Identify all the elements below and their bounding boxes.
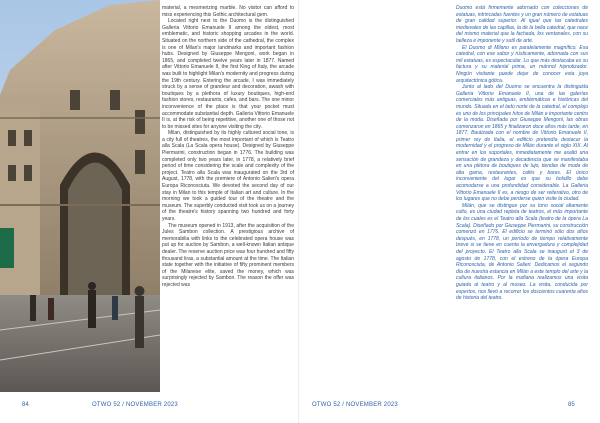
right-paragraph: Junto al lado del Duomo se encuentra la distinguida Galleria Vittorio Emanuele II, una de las galerías comerciales más antiguas, emblemáticas e históricas del mundo. Situada en el lado norte de la catedral, el complejo es uno de los principales hitos de Milán e importante centro de la moda. Diseñada por Giuseppe Mengoni, las obras comenzaron en 1865 y finalizaron doce años más tarde, en 1877. Bautizada con el nombre de Vittorio Emanuele II, primer rey de Italia, el edificio pretendía destacar la modernidad y el progreso de Milán durante el siglo XIX. Al entrar en los soportales, inmediatamente me asaltó una sensación de grandeza y decadencia que se manifestaba en una plétora de boutiques de lujo, tiendas de moda de alta gama, restaurantes, cafés y bares. El único inconveniente del lugar es que su bolsillo debe acomodarse a una profundidad considerable. La Galleria Vittorio Emanuele II es, a riesgo de ser reiterativo, otro de los lugares que no debe perderse quien visite la ciudad. [456,84,588,203]
right-page [300,0,600,423]
right-page-number: 85 [568,402,575,408]
left-text-column [162,5,294,385]
left-paragraph: Located right next to the Duomo is the distinguished Galleria Vittorio Emanuele II among the oldest, most emblematic, and historic shopping arcades in the world. Situated on the northern side of the cathedral, the complex is one of Milan's major landmarks and important fashion hubs. Designed by Giuseppe Mengoni, work began in 1865, and completed twelve years later in 1877. Named after Vittorio Emanuele II, the first King of Italy, the arcade was built to highlight Milan's modernity and progress during the 19th century. Entering the arcade, I was immediately struck by a sense of grandeur and decoration, awash with boutiques by a plethora of luxury boutiques, high-end fashion stores, restaurants, cafes, and bars. The one minor inconvenience of the place is that your pocket must accommodate substantial depth. Galleria Vittorio Emanuele II is, at the risk of being repetitive, another one of those not to be missed sites for anyone visiting the city. [162,18,294,130]
right-paragraph: Duomo está firmemente adornado con colecciones de estatuas, intrincadas fuentes y un gran número de estatuas de gran calidad superior. Al igual que las catedrales medievales de las capillas, la de la bella catedral, que nace del mismo material que la fachada, los ventanales, con su belleza e imponente y sutil de arte. [456,5,588,44]
left-page-number: 84 [22,402,29,408]
left-paragraph: The museum opened in 1913, after the acquisition of the Jules Sambon collection. A prestigious archive of memorabilia with links to the celebrated opera house was put up for auction by Sambon, a well-known Italian antique dealer. The reserve auction price was four hundred and fifty thousand liras, a substantial amount at the time. The Italian state together with the initiative of fifty prominent members of the Milanese elite, saved the money, which was surprisingly rejected by Sambon. The reason the offer was rejected was [162,222,294,288]
right-paragraph: El Duomo di Milano es paralelamente magnífico. Esa catedral, con ese sabor y rústicamente, adornada con sus mil estatuas, es espectacular. Lo que más destacaba es su factura y su material prima, un mármol hipnotizador. Ningún visitante puede dejar de conocer esta joya arquitectónica gótica. [456,44,588,84]
left-paragraph: material, a mesmerizing marble. No visitor can afford to miss experiencing this Gothic architectural gem. [162,5,294,18]
left-paragraph: Milan, distinguished by its highly cultured social tone, is a city full of theatres, the most important of which is Teatro alla Scala (La Scala opera house). Designed by Giuseppe Piermarini, construction began in 1776. The building was completed only two years later, in 1778, a relatively brief period of time considering the scale and complexity of the project. Teatro alla Scala was inaugurated on the 3rd of August, 1778, with the premiere of Antonio Salieri's opera Europa Riconosciuta. We devoted the second day of our stay in Milan to this temple of Italian art and culture. In the morning we took a guided tour of the theatre and the museum. The superbly conducted visit took us on a journey of the theatre's history spanning two hundred and forty years. [162,130,294,222]
right-paragraph: Milán, que se distingue por su tono social altamente culto, es una ciudad repleta de teatros, el más importante de los cuales es el Teatro alla Scala (teatro de la ópera La Scala). Diseñado por Giuseppe Piermarini, su construcción comenzó en 1776. El edificio se terminó sólo dos años después, en 1778, un período de tiempo relativamente breve si se tiene en cuenta la envergadura y complejidad del proyecto. El Teatro alla Scala se inauguró el 3 de agosto de 1778, con el estreno de la ópera Europa Riconosciuta, de Antonio Salieri. Dedicamos el segundo día de nuestra estancia en Milán a este templo del arte y la cultura italianos. Por la mañana realizamos una visita guiada al teatro y al museo. La visita, conducida por expertos, nos llevó a recorrer los doscientos cuarenta años de historia del teatro. [456,202,588,302]
right-footer-label: OTWO 52 / NOVEMBER 2023 [312,402,398,408]
left-footer-label: OTWO 52 / NOVEMBER 2023 [92,402,178,408]
right-text-column [456,5,588,385]
